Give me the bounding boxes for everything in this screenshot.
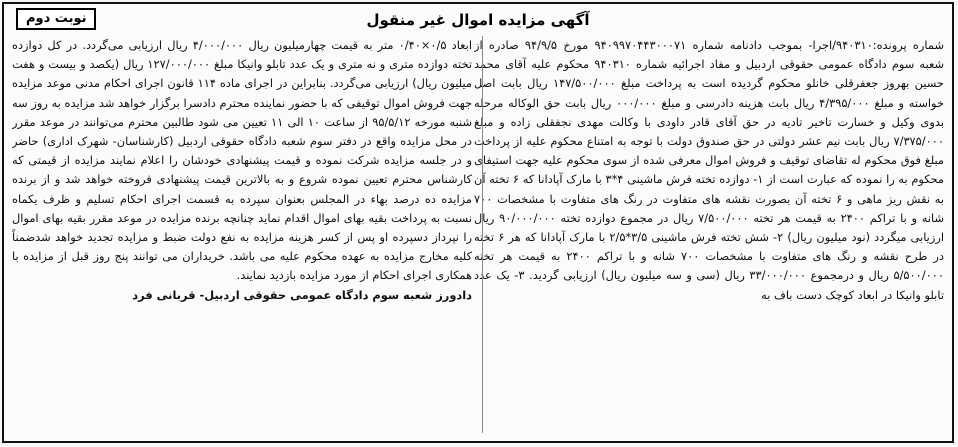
publication-round-badge: نوبت دوم	[16, 8, 96, 30]
notice-body-part-2: ابعاد ۰/۵×۰/۴۰ متر به قیمت چهارمیلیون ریال ۴/۰۰۰/۰۰۰ ریال ارزیابی می‌گردد. در کل دوازده تخته دوازده متری و نه متری و یک عدد تابلو وانیکا مبلغ ۱۲۷/۰۰۰/۰۰۰ ریال (یکصد و بیست و هفت میلیون ریال) ارزیابی می‌گردد. بنابراین در اجرای ماده ۱۱۴ قانون اجرای احکام مدنی موعد مزایده جهت فروش اموال توقیفی که با حضور نماینده محترم دادسرا برگزار خواهد شد مزایده به روز سه شنبه مورخه ۹۵/۵/۱۲ از ساعت ۱۰ الی ۱۱ تعیین می شود طالبین محترم می‌توانند در موعد مقرر در محل مزایده واقع در دفتر سوم شعبه دادگاه حقوقی اردبیل (کارشناسان- شهرک اداری) حاضر و در جلسه مزایده شرکت نموده و قیمت پیشنهادی خودشان را اعلام نمایند مزایده از قیمتی که کارشناس محترم تعیین نموده شروع و به بالاترین قیمت پیشنهادی فروخته خواهد شد و از برنده مزایده ده درصد بهاء در المجلس بعنوان سپرده به قسمت اجرای احکام تسلیم و ظرف یکماه نسبت به پرداخت بقیه بهای اموال اقدام نماید چنانچه برنده مزایده در موعد مقرر بقیه بهای اموال را نپرداز دسپرده او پس از کسر هزینه مزایده به نفع دولت ضبط و مزایده تجدید خواهد شدضمناً کلیه مخارج مزایده به عهده محکوم علیه می باشد. خریداران می توانند پنج روز قبل از مزایده با همکاری اجرای احکام از مورد مزایده بازدید نمایند.	[12, 38, 472, 283]
notice-signature: دادورز شعبه سوم دادگاه عمومی حقوقی اردبیل- قربانی فرد	[132, 287, 472, 302]
right-text-column	[474, 36, 944, 435]
left-text-column	[12, 36, 472, 435]
auction-notice	[2, 2, 954, 443]
notice-title: آگهی مزایده اموال غیر منقول	[366, 11, 590, 29]
notice-body-part-1: شماره پرونده:۹۴۰۳۱۰/اجرا- بموجب دادنامه شماره ۹۴۰۹۹۷۰۴۴۳۰۰۰۷۱ مورخ ۹۴/۹/۵ صادره از شعبه سوم دادگاه عمومی حقوقی اردبیل و مفاد اجرائیه شماره ۹۴۰۳۱۰ محکوم علیه آقای محمد حسین بهروز جعفرقلی خانلو محکوم گردیده است به پرداخت مبلغ ۱۴۷/۵۰۰/۰۰۰ ریال بابت اصل خواسته و مبلغ ۴/۳۹۵/۰۰۰ ریال بابت هزینه دادرسی و مبلغ ۰۰۰/۰۰۰ ریال بابت حق الوکاله مرحله بدوی وکیل و خسارت تاخیر تادیه در حق آقای قادر داودی با وکالت مهدی نجفقلی زاده و مبلغ ۷/۳۷۵/۰۰۰ ریال بابت نیم عشر دولتی در حق صندوق دولت با توجه به امتناع محکوم علیه از پرداخت مبلغ فوق محکوم له تقاضای توقیف و فروش اموال معرفی شده از سوی محکوم علیه جهت استیفای محکوم به را نموده که عبارت است از ۱- دوازده تخته فرش ماشینی ۴*۳ با مارک آپادانا که ۶ تخته آن به نقش ریز ماهی و ۶ تخته آن بصورت نقشه های متفاوت در رنگ های متفاوت با مشخصات ۷۰۰ شانه و با تراکم ۲۴۰۰ به قیمت هر تخته ۷/۵۰۰/۰۰۰ ریال در مجموع دوازده تخته ۹۰/۰۰۰/۰۰۰ ریال ارزیابی میگردد (نود میلیون ریال) ۲- شش تخته فرش ماشینی ۳/۵*۲/۵ با مارک آپادانا که هر ۶ تخته در طرح نقشه و رنگ های متفاوت با مشخصات ۷۰۰ شانه و با تراکم ۲۴۰۰ به قیمت هر تخته ۵/۵۰۰/۰۰۰ ریال و درمجموع ۳۳/۰۰۰/۰۰۰ ریال (سی و سه میلیون ریال) ارزیابی گردید. ۳- یک عدد تابلو وانیکا در ابعاد کوچک دست باف به	[474, 38, 944, 302]
notice-header	[4, 8, 952, 32]
column-divider	[482, 36, 483, 433]
